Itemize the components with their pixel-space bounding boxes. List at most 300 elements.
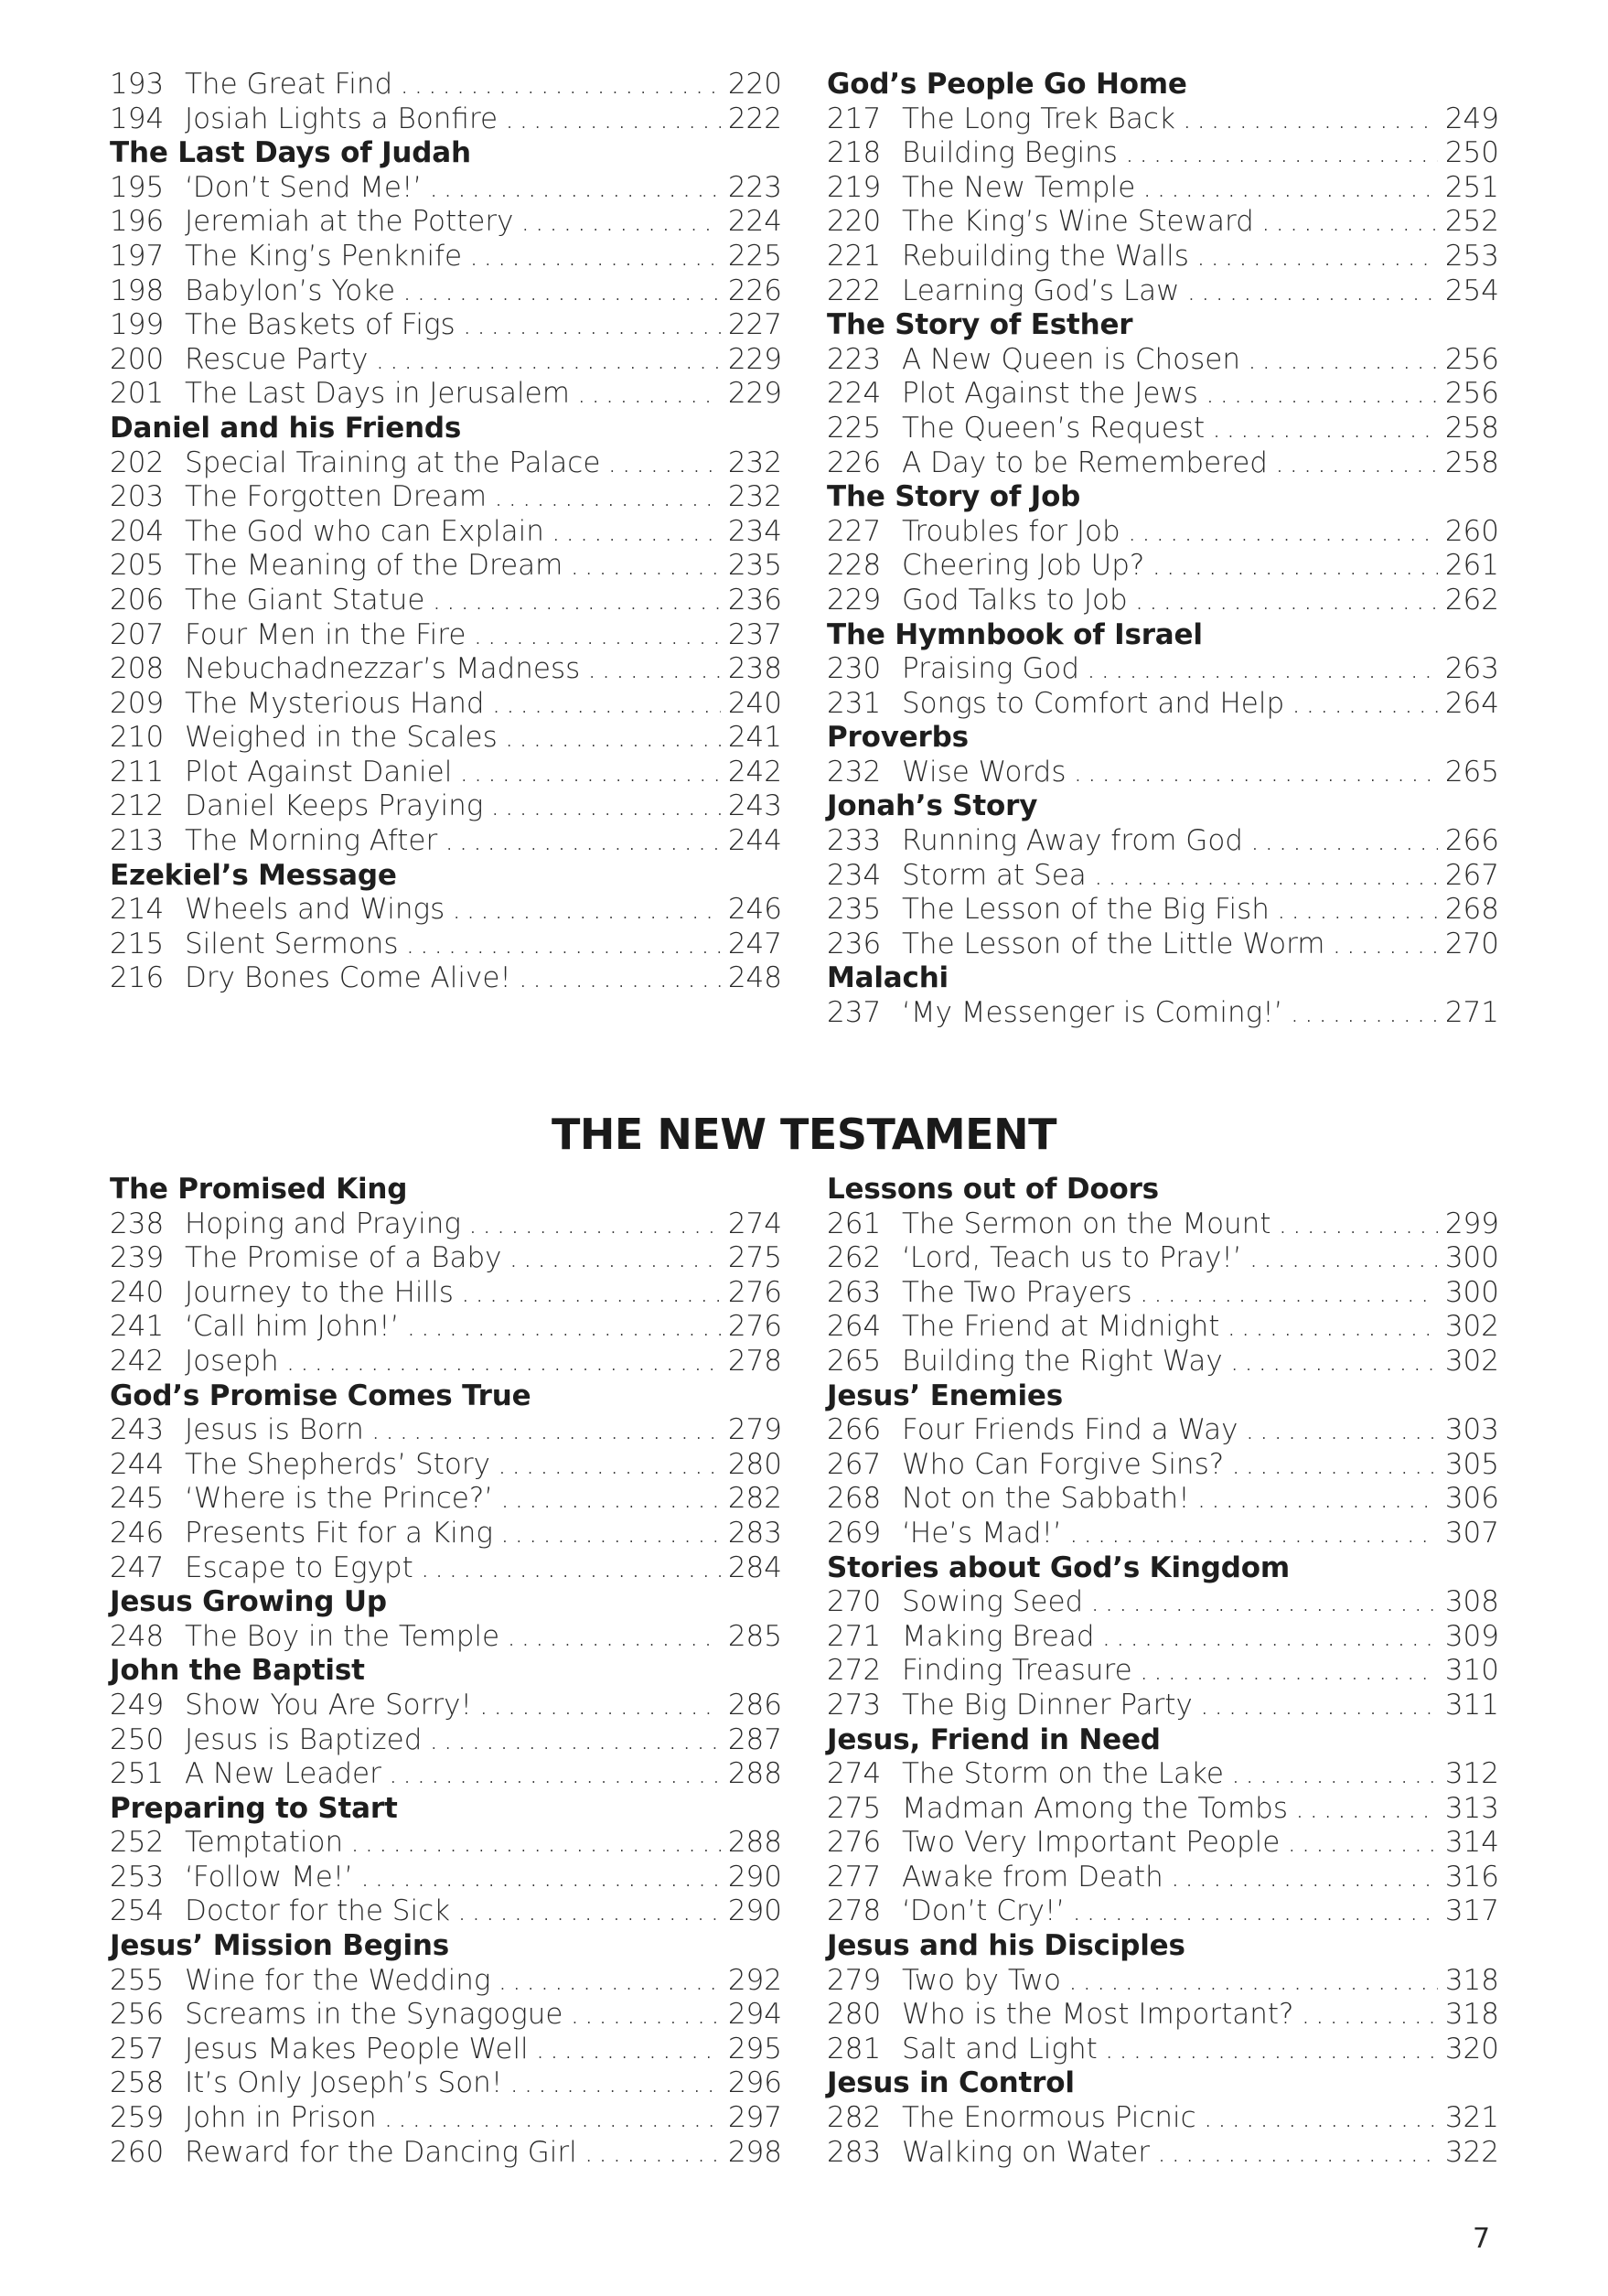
dot-leader — [1196, 240, 1438, 274]
story-number: 196 — [110, 205, 165, 239]
story-title: The Promise of a Baby — [185, 1241, 502, 1275]
dot-leader — [1292, 687, 1438, 722]
page-ref: 220 — [727, 68, 782, 101]
dot-leader — [469, 240, 721, 274]
dot-leader — [536, 2033, 721, 2067]
toc-entry — [827, 687, 1499, 722]
toc-entry — [110, 789, 782, 824]
story-number: 278 — [827, 1894, 882, 1928]
section-heading: Ezekiel’s Message — [110, 858, 397, 892]
story-number: 233 — [827, 824, 882, 858]
toc-entry — [110, 240, 782, 274]
page-ref: 232 — [727, 480, 782, 514]
story-number: 202 — [110, 445, 165, 479]
story-title: The Lesson of the Big Fish — [902, 893, 1270, 927]
page-ref: 266 — [1444, 824, 1499, 858]
dot-leader — [1074, 756, 1438, 790]
dot-leader — [1068, 1964, 1438, 1999]
dot-leader — [1287, 1826, 1438, 1861]
toc-entry — [110, 1482, 782, 1517]
dot-leader — [1094, 859, 1438, 894]
story-number: 244 — [110, 1447, 165, 1481]
story-number: 245 — [110, 1482, 165, 1516]
story-title: Jesus Makes People Well — [185, 2032, 529, 2065]
dot-leader — [1250, 824, 1438, 859]
page-ref: 283 — [727, 1516, 782, 1550]
story-number: 194 — [110, 102, 165, 135]
toc-entry — [110, 928, 782, 962]
page-ref: 224 — [727, 205, 782, 239]
dot-leader — [360, 1861, 721, 1895]
page-ref: 305 — [1444, 1447, 1499, 1481]
dot-leader — [1105, 2033, 1438, 2067]
page-ref: 261 — [1444, 549, 1499, 583]
toc-entry — [110, 1894, 782, 1929]
toc-entry — [827, 1207, 1499, 1242]
page-ref: 280 — [727, 1447, 782, 1481]
story-title: Finding Treasure — [902, 1654, 1132, 1688]
toc-entry — [110, 549, 782, 584]
story-title: The Giant Statue — [185, 583, 425, 617]
story-title: Show You Are Sorry! — [185, 1688, 472, 1722]
dot-leader — [1301, 1998, 1437, 2033]
dot-leader — [1212, 412, 1438, 446]
toc-entry — [110, 1620, 782, 1655]
story-number: 264 — [827, 1310, 882, 1344]
story-title: ‘Lord, Teach us to Pray!’ — [902, 1241, 1242, 1275]
dot-leader — [509, 1241, 720, 1276]
page-ref: 274 — [727, 1207, 782, 1240]
page-ref: 249 — [1444, 102, 1499, 135]
dot-leader — [433, 584, 721, 618]
story-title: Dry Bones Come Alive! — [185, 961, 511, 995]
dot-leader — [457, 1894, 721, 1929]
page-ref: 316 — [1444, 1860, 1499, 1894]
page-ref: 294 — [727, 1998, 782, 2032]
dot-leader — [1230, 1345, 1438, 1379]
page-ref: 223 — [727, 170, 782, 204]
story-number: 262 — [827, 1241, 882, 1275]
page-ref: 226 — [727, 274, 782, 307]
story-number: 195 — [110, 170, 165, 204]
story-title: Songs to Comfort and Help — [902, 686, 1285, 720]
story-number: 255 — [110, 1963, 165, 1997]
toc-entry — [110, 480, 782, 515]
story-number: 221 — [827, 239, 882, 273]
story-title: The Morning After — [185, 824, 438, 858]
story-title: Plot Against the Jews — [902, 377, 1198, 411]
toc-entry — [827, 549, 1499, 584]
page-ref: 290 — [727, 1894, 782, 1928]
toc-entry — [827, 1792, 1499, 1827]
dot-leader — [1087, 652, 1438, 687]
story-number: 217 — [827, 102, 882, 135]
page-ref: 270 — [1444, 927, 1499, 960]
toc-entry — [827, 1998, 1499, 2033]
toc-entry — [110, 377, 782, 412]
story-number: 241 — [110, 1310, 165, 1344]
toc-entry — [110, 1757, 782, 1792]
page-ref: 247 — [727, 927, 782, 960]
toc-entry — [110, 1276, 782, 1311]
story-title: The Forgotten Dream — [185, 480, 488, 514]
story-number: 246 — [110, 1516, 165, 1550]
story-number: 198 — [110, 274, 165, 307]
story-number: 263 — [827, 1275, 882, 1309]
story-number: 243 — [110, 1413, 165, 1447]
story-title: Doctor for the Sick — [185, 1894, 451, 1928]
dot-leader — [400, 68, 721, 102]
page-ref: 264 — [1444, 686, 1499, 720]
page-ref: 318 — [1444, 1998, 1499, 2032]
story-title: ‘Call him John!’ — [185, 1310, 400, 1344]
story-number: 226 — [827, 445, 882, 479]
page-ref: 285 — [727, 1619, 782, 1653]
page-ref: 275 — [727, 1241, 782, 1275]
section-heading: Lessons out of Doors — [827, 1173, 1159, 1206]
story-title: Four Men in the Fire — [185, 617, 466, 651]
section-heading: Jesus, Friend in Need — [827, 1722, 1161, 1756]
section-heading: The Last Days of Judah — [110, 136, 471, 170]
toc-entry — [110, 824, 782, 859]
page-ref: 286 — [727, 1688, 782, 1722]
toc-entry — [827, 240, 1499, 274]
page-ref: 234 — [727, 514, 782, 548]
toc-entry — [827, 996, 1499, 1031]
toc-entry — [110, 1861, 782, 1895]
story-number: 208 — [110, 652, 165, 686]
section-heading: John the Baptist — [110, 1654, 365, 1688]
story-title: Jeremiah at the Pottery — [185, 205, 514, 239]
dot-leader — [371, 1413, 721, 1448]
toc-entry — [827, 1964, 1499, 1999]
toc-entry — [110, 1310, 782, 1345]
story-number: 237 — [827, 996, 882, 1030]
story-title: Hoping and Praying — [185, 1207, 461, 1240]
story-number: 248 — [110, 1619, 165, 1653]
story-title: Journey to the Hills — [185, 1275, 454, 1309]
toc-entry — [827, 2136, 1499, 2171]
toc-entry — [110, 1517, 782, 1551]
page-ref: 251 — [1444, 170, 1499, 204]
dot-leader — [498, 1448, 721, 1483]
story-number: 239 — [110, 1241, 165, 1275]
toc-entry — [827, 1894, 1499, 1929]
dot-leader — [1072, 1894, 1438, 1929]
dot-leader — [1090, 1585, 1438, 1620]
toc-entry — [827, 1826, 1499, 1861]
page-ref: 311 — [1444, 1688, 1499, 1722]
toc-entry — [110, 343, 782, 378]
toc-entry — [827, 584, 1499, 618]
story-number: 206 — [110, 583, 165, 617]
story-number: 200 — [110, 342, 165, 376]
page-ref: 268 — [1444, 893, 1499, 927]
page-ref: 292 — [727, 1963, 782, 1997]
toc-entry — [827, 1345, 1499, 1379]
dot-leader — [402, 274, 721, 309]
toc-entry — [110, 2101, 782, 2136]
toc-entry — [827, 1310, 1499, 1345]
story-title: ‘He’s Mad!’ — [902, 1516, 1062, 1550]
section-heading: The Story of Job — [827, 480, 1081, 514]
page-ref: 297 — [727, 2101, 782, 2135]
page-ref: 299 — [1444, 1207, 1499, 1240]
story-number: 231 — [827, 686, 882, 720]
story-title: Salt and Light — [902, 2032, 1098, 2065]
page-ref: 241 — [727, 721, 782, 755]
dot-leader — [587, 652, 721, 687]
toc-column-top-right — [827, 68, 1499, 1031]
page-ref: 236 — [727, 583, 782, 617]
page-ref: 256 — [1444, 342, 1499, 376]
toc-entry — [110, 1689, 782, 1723]
story-title: God Talks to Job — [902, 583, 1128, 617]
story-title: The Storm on the Lake — [902, 1757, 1224, 1791]
story-title: The Sermon on the Mount — [902, 1207, 1271, 1240]
section-heading: Jesus’ Enemies — [827, 1379, 1063, 1412]
toc-entry — [827, 1757, 1499, 1792]
story-title: Plot Against Daniel — [185, 755, 453, 789]
story-title: Jesus is Born — [185, 1413, 364, 1447]
toc-entry — [827, 652, 1499, 687]
toc-entry — [110, 1345, 782, 1379]
toc-entry — [827, 928, 1499, 962]
dot-leader — [1140, 1654, 1438, 1689]
story-number: 260 — [110, 2135, 165, 2169]
toc-entry — [827, 1861, 1499, 1895]
toc-entry — [827, 2101, 1499, 2136]
section-heading: Proverbs — [827, 721, 969, 755]
story-title: Two Very Important People — [902, 1826, 1281, 1860]
toc-entry — [110, 2136, 782, 2171]
page-ref: 248 — [727, 961, 782, 995]
story-title: The Boy in the Temple — [185, 1619, 500, 1653]
story-number: 209 — [110, 686, 165, 720]
toc-entry — [827, 1585, 1499, 1620]
toc-entry — [110, 515, 782, 550]
story-title: Babylon’s Yoke — [185, 274, 396, 307]
story-title: The Long Trek Back — [902, 102, 1175, 135]
dot-leader — [570, 549, 720, 584]
story-title: The Two Prayers — [902, 1275, 1132, 1309]
story-number: 229 — [827, 583, 882, 617]
story-number: 268 — [827, 1482, 882, 1516]
story-title: A New Queen is Chosen — [902, 342, 1240, 376]
dot-leader — [509, 2066, 721, 2101]
story-number: 216 — [110, 961, 165, 995]
toc-entry — [110, 584, 782, 618]
story-title: The Friend at Midnight — [902, 1310, 1220, 1344]
dot-leader — [1171, 1861, 1438, 1895]
story-number: 265 — [827, 1344, 882, 1378]
story-number: 267 — [827, 1447, 882, 1481]
story-title: Rescue Party — [185, 342, 369, 376]
dot-leader — [1204, 2101, 1438, 2136]
toc-entry — [827, 1654, 1499, 1689]
dot-leader — [376, 343, 721, 378]
toc-entry — [110, 1998, 782, 2033]
toc-entry — [827, 859, 1499, 894]
toc-entry — [827, 756, 1499, 790]
story-title: Weighed in the Scales — [185, 721, 498, 755]
story-title: Making Bread — [902, 1619, 1095, 1653]
dot-leader — [1157, 2136, 1438, 2171]
story-number: 279 — [827, 1963, 882, 1997]
section-heading: Jesus in Control — [827, 2066, 1075, 2100]
dot-leader — [498, 1964, 721, 1999]
dot-leader — [505, 102, 721, 137]
toc-entry — [110, 618, 782, 653]
dot-leader — [1295, 1792, 1438, 1827]
toc-entry — [827, 893, 1499, 928]
toc-entry — [827, 412, 1499, 446]
story-title: Awake from Death — [902, 1860, 1163, 1894]
dot-leader — [384, 2101, 721, 2136]
page-ref: 309 — [1444, 1619, 1499, 1653]
page-ref: 287 — [727, 1722, 782, 1756]
dot-leader — [1261, 205, 1438, 240]
page-ref: 256 — [1444, 377, 1499, 411]
story-number: 212 — [110, 789, 165, 823]
dot-leader — [505, 721, 721, 756]
story-title: Daniel Keeps Praying — [185, 789, 484, 823]
page-ref: 290 — [727, 1860, 782, 1894]
story-title: It’s Only Joseph’s Son! — [185, 2066, 503, 2100]
story-number: 247 — [110, 1550, 165, 1584]
dot-leader — [1277, 893, 1438, 928]
toc-entry — [827, 171, 1499, 206]
dot-leader — [1206, 377, 1438, 412]
dot-leader — [500, 1517, 721, 1551]
story-number: 258 — [110, 2066, 165, 2100]
dot-leader — [1275, 446, 1438, 481]
story-title: Storm at Sea — [902, 858, 1087, 892]
toc-entry — [110, 1241, 782, 1276]
page-ref: 235 — [727, 549, 782, 583]
section-heading: Malachi — [827, 961, 949, 995]
toc-entry — [110, 756, 782, 790]
story-title: A Day to be Remembered — [902, 445, 1268, 479]
dot-leader — [1102, 1620, 1438, 1655]
dot-leader — [1227, 1310, 1437, 1345]
story-number: 234 — [827, 858, 882, 892]
story-title: The Lesson of the Little Worm — [902, 927, 1325, 960]
toc-entry — [110, 274, 782, 309]
story-title: Two by Two — [902, 1963, 1061, 1997]
dot-leader — [1246, 1413, 1438, 1448]
story-title: Joseph — [185, 1344, 279, 1378]
section-heading: Preparing to Start — [110, 1791, 398, 1825]
dot-leader — [1152, 549, 1437, 584]
story-title: Who is the Most Important? — [902, 1998, 1294, 2032]
story-number: 211 — [110, 755, 165, 789]
dot-leader — [519, 961, 721, 996]
dot-leader — [1135, 584, 1438, 618]
page-ref: 310 — [1444, 1654, 1499, 1688]
story-title: Josiah Lights a Bonfire — [185, 102, 498, 135]
story-title: The Last Days in Jerusalem — [185, 377, 570, 411]
toc-entry — [827, 1620, 1499, 1655]
page-ref: 258 — [1444, 411, 1499, 445]
page-ref: 229 — [727, 377, 782, 411]
toc-entry — [110, 446, 782, 481]
story-number: 210 — [110, 721, 165, 755]
story-number: 214 — [110, 893, 165, 927]
story-title: The Great Find — [185, 68, 393, 101]
toc-column-top-left — [110, 68, 782, 996]
story-title: ‘Don’t Send Me!’ — [185, 170, 423, 204]
story-number: 256 — [110, 1998, 165, 2032]
page-number: 7 — [1473, 2223, 1491, 2255]
toc-entry — [110, 102, 782, 137]
toc-entry — [110, 1964, 782, 1999]
toc-entry — [110, 1207, 782, 1242]
dot-leader — [570, 1998, 720, 2033]
page-ref: 238 — [727, 652, 782, 686]
story-title: The Meaning of the Dream — [185, 549, 563, 583]
page-ref: 258 — [1444, 445, 1499, 479]
page-ref: 303 — [1444, 1413, 1499, 1447]
story-title: Escape to Egypt — [185, 1550, 413, 1584]
dot-leader — [1128, 515, 1438, 550]
toc-entry — [827, 377, 1499, 412]
section-heading: God’s Promise Comes True — [110, 1379, 531, 1412]
story-number: 218 — [827, 136, 882, 170]
dot-leader — [1200, 1689, 1438, 1723]
toc-entry — [110, 1551, 782, 1586]
story-title: The Baskets of Figs — [185, 308, 456, 342]
section-heading: God’s People Go Home — [827, 68, 1187, 101]
page-ref: 284 — [727, 1550, 782, 1584]
toc-column-bottom-right — [827, 1173, 1499, 2170]
page-ref: 320 — [1444, 2032, 1499, 2065]
story-title: The King’s Penknife — [185, 239, 463, 273]
story-number: 251 — [110, 1757, 165, 1791]
story-number: 274 — [827, 1757, 882, 1791]
dot-leader — [445, 824, 721, 859]
section-heading: Jesus’ Mission Begins — [110, 1929, 450, 1963]
story-number: 269 — [827, 1516, 882, 1550]
story-title: Walking on Water — [902, 2135, 1151, 2169]
page-ref: 278 — [727, 1344, 782, 1378]
story-number: 222 — [827, 274, 882, 307]
story-title: The New Temple — [902, 170, 1136, 204]
page-ref: 222 — [727, 102, 782, 135]
story-number: 272 — [827, 1654, 882, 1688]
story-title: Who Can Forgive Sins? — [902, 1447, 1225, 1481]
dot-leader — [429, 1723, 720, 1758]
section-heading: The Story of Esther — [827, 308, 1133, 342]
page-ref: 279 — [727, 1413, 782, 1447]
story-number: 276 — [827, 1826, 882, 1860]
story-number: 230 — [827, 652, 882, 686]
page-ref: 302 — [1444, 1344, 1499, 1378]
page-ref: 240 — [727, 686, 782, 720]
story-title: Nebuchadnezzar’s Madness — [185, 652, 581, 686]
toc-entry — [110, 171, 782, 206]
dot-leader — [421, 1551, 721, 1586]
page-ref: 242 — [727, 755, 782, 789]
dot-leader — [1069, 1517, 1438, 1551]
page-ref: 260 — [1444, 514, 1499, 548]
dot-leader — [1183, 102, 1438, 137]
story-number: 203 — [110, 480, 165, 514]
story-number: 253 — [110, 1860, 165, 1894]
page-ref: 300 — [1444, 1275, 1499, 1309]
page-ref: 321 — [1444, 2101, 1499, 2135]
story-title: Silent Sermons — [185, 927, 399, 960]
